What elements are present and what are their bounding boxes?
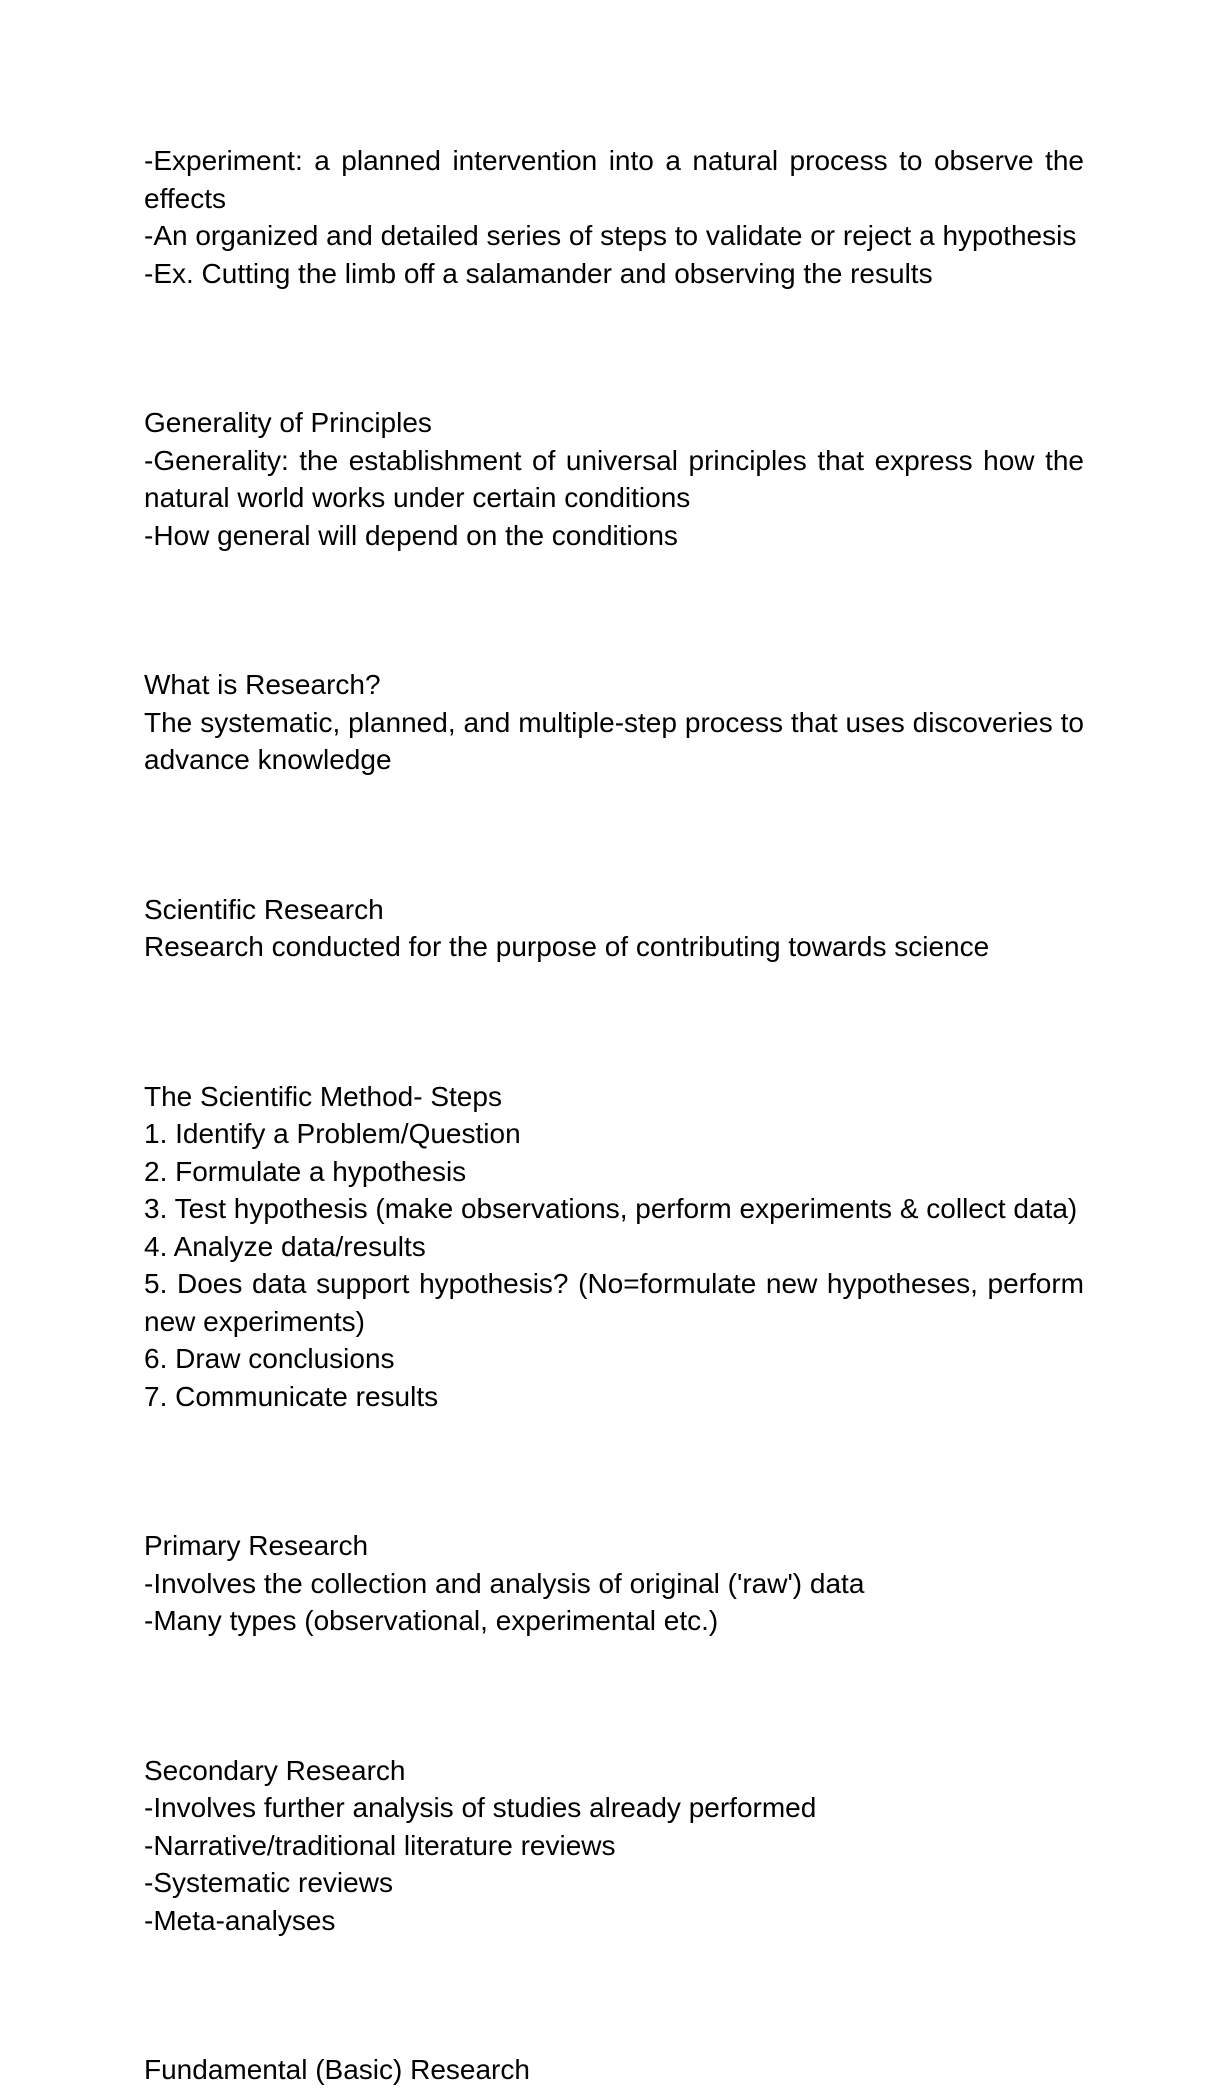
section-spacer (144, 966, 1084, 1078)
document-body (144, 142, 1084, 2089)
research-definition-section (144, 666, 1084, 779)
paragraph-line: -Meta-analyses (144, 1904, 336, 1936)
scientific-method-section (144, 1078, 1084, 1416)
secondary-research-section (144, 1752, 1084, 1940)
paragraph-line: -An organized and detailed series of steps to validate or reject a hypothesis (144, 220, 1077, 251)
list-item: 7. Communicate results (144, 1380, 439, 1412)
experiment-section (144, 142, 1084, 292)
paragraph-line: Research conducted for the purpose of contributing towards science (144, 931, 990, 962)
section-heading: Secondary Research (144, 1754, 406, 1786)
section-heading: What is Research? (144, 669, 381, 700)
paragraph-line: -Systematic reviews (144, 1867, 393, 1898)
section-heading: Scientific Research (144, 893, 384, 925)
scientific-research-section (144, 891, 1084, 966)
paragraph-line: The systematic, planned, and multiple-step process that uses discoveries to advance knowledge (144, 706, 1084, 775)
section-heading: Fundamental (Basic) Research (144, 2054, 530, 2085)
list-item: 4. Analyze data/results (144, 1230, 426, 1262)
section-heading: Primary Research (144, 1530, 369, 1561)
primary-research-section (144, 1527, 1084, 1640)
paragraph-line: -Experiment: a planned intervention into a natural process to observe the effects (144, 145, 1084, 214)
paragraph-line: -Many types (observational, experimental etc.) (144, 1605, 719, 1636)
paragraph-line: -Involves the collection and analysis of original ('raw') data (144, 1567, 865, 1599)
paragraph-line: -Generality: the establishment of universal principles that express how the natural world works under certain conditions (144, 444, 1084, 513)
paragraph-line: -Involves further analysis of studies already performed (144, 1792, 817, 1823)
list-item: 6. Draw conclusions (144, 1343, 395, 1374)
list-item: 1. Identify a Problem/Question (144, 1118, 521, 1149)
paragraph-line: -How general will depend on the conditions (144, 519, 678, 551)
fundamental-research-section (144, 2051, 1084, 2089)
paragraph-line: -Ex. Cutting the limb off a salamander and observing the results (144, 257, 933, 289)
section-spacer (144, 779, 1084, 891)
section-spacer (144, 1415, 1084, 1527)
paragraph-line: -Narrative/traditional literature reviews (144, 1829, 616, 1861)
section-spacer (144, 554, 1084, 666)
section-spacer (144, 1640, 1084, 1752)
list-item: 5. Does data support hypothesis? (No=formulate new hypotheses, perform new experiments) (144, 1268, 1084, 1337)
list-item: 3. Test hypothesis (make observations, perform experiments & collect data) (144, 1193, 1078, 1224)
section-heading: The Scientific Method- Steps (144, 1080, 502, 1112)
section-spacer (144, 292, 1084, 404)
section-heading: Generality of Principles (144, 407, 432, 438)
list-item: 2. Formulate a hypothesis (144, 1155, 467, 1187)
generality-section (144, 404, 1084, 554)
section-spacer (144, 1939, 1084, 2051)
